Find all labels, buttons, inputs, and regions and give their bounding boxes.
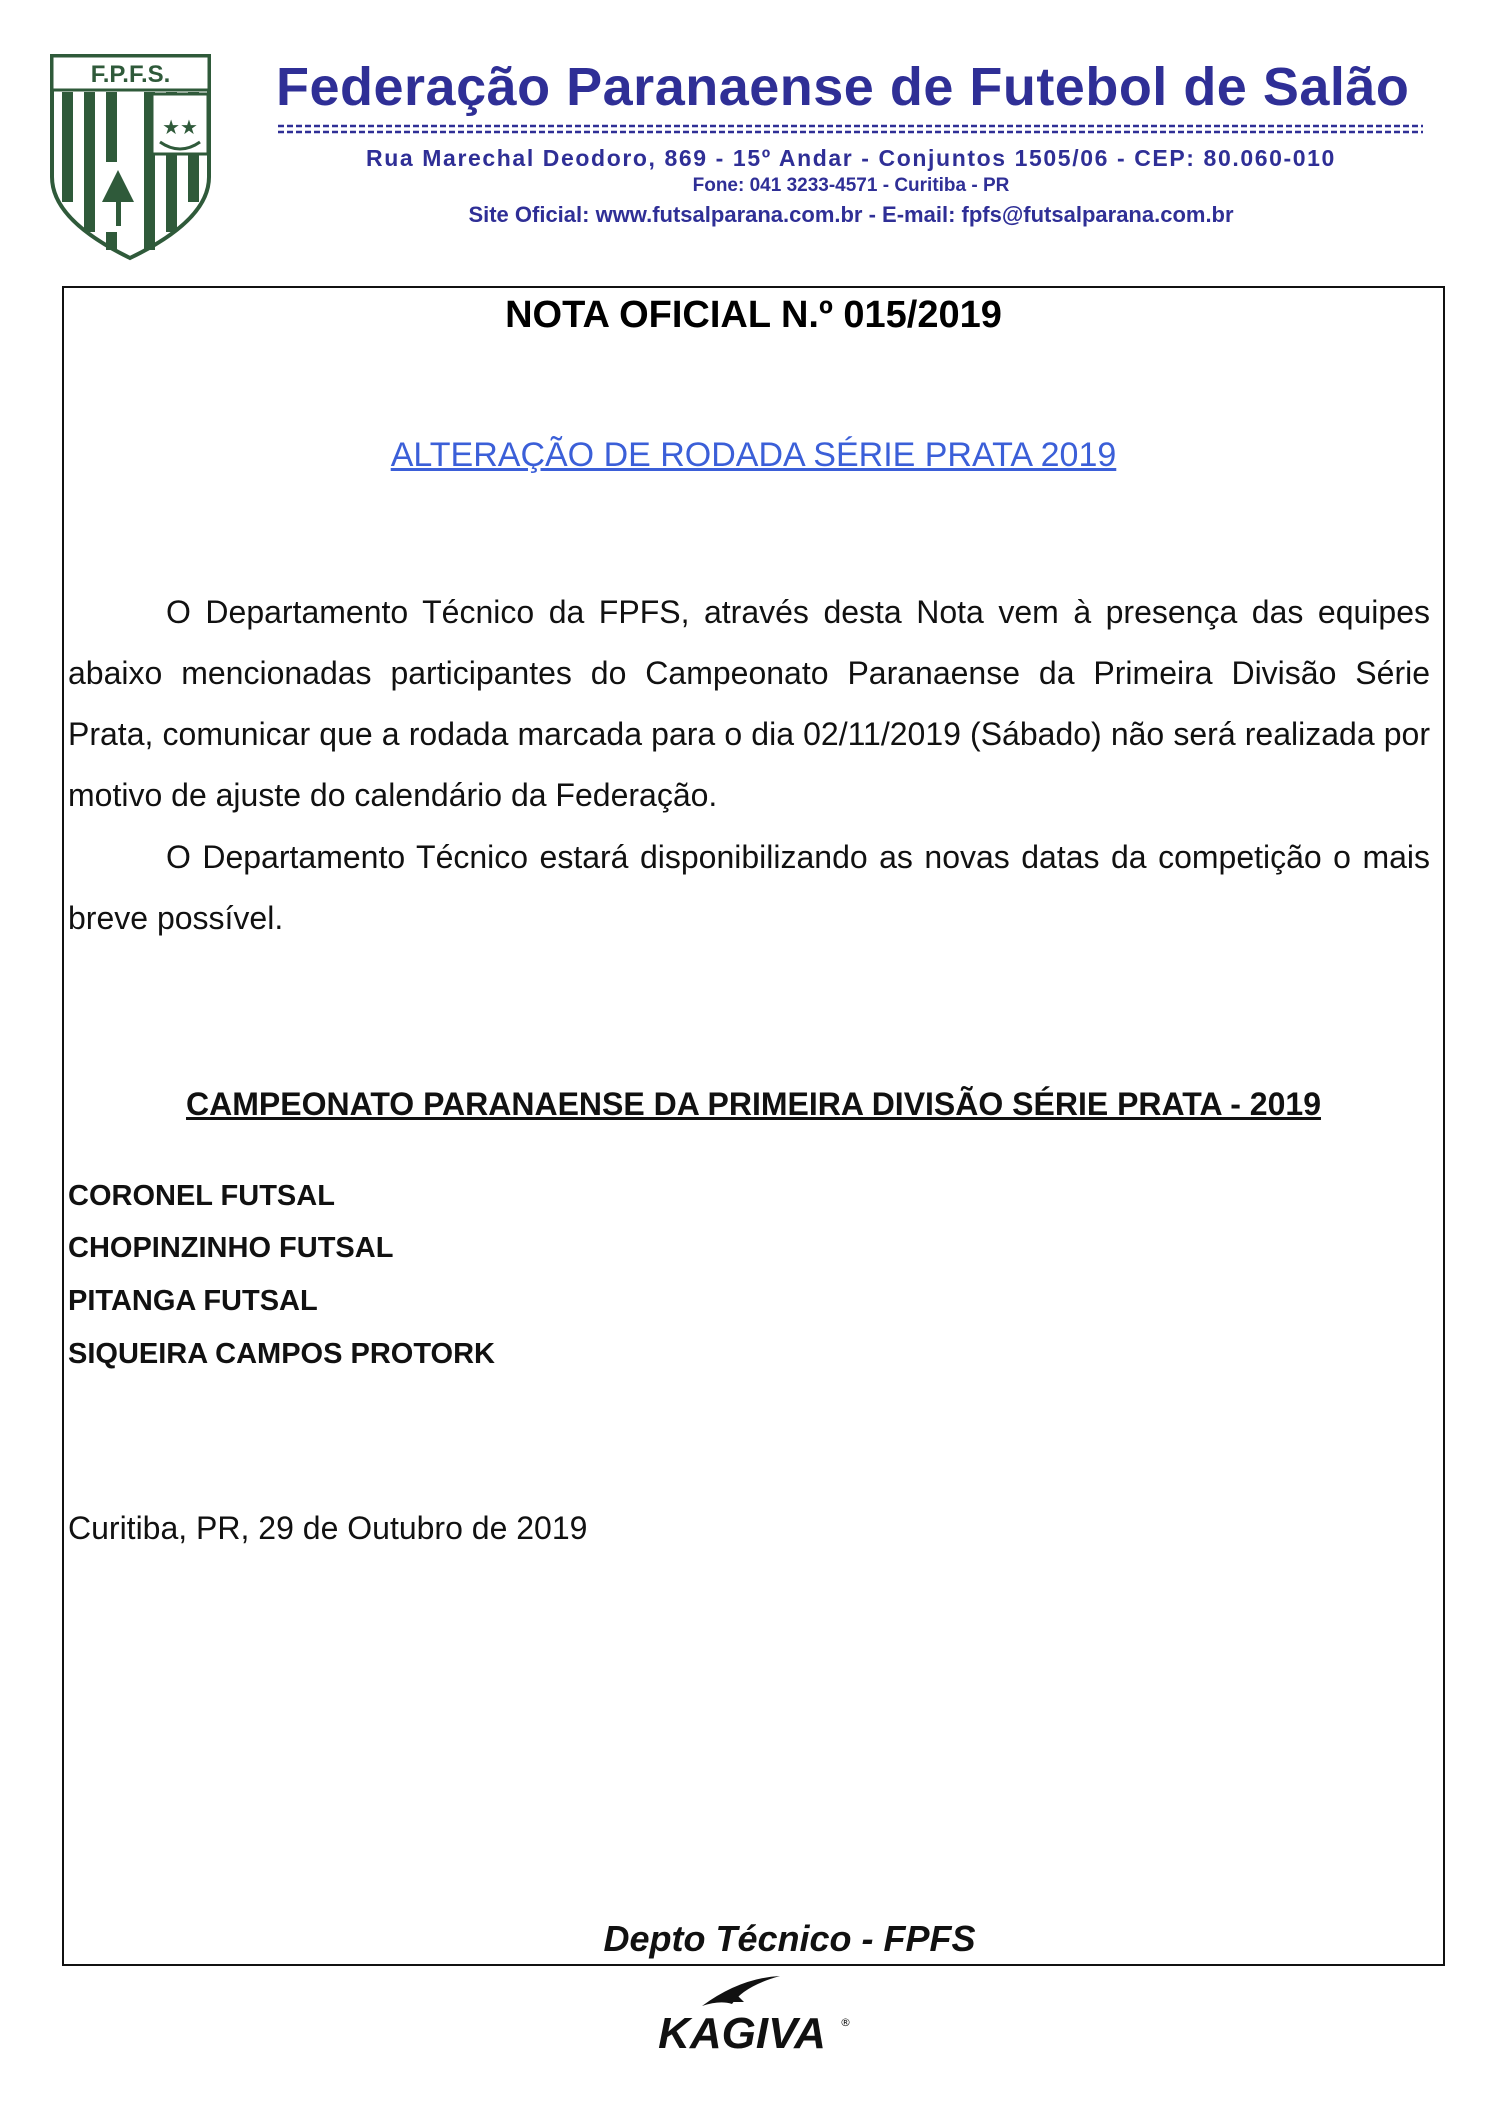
header-phone: Fone: 041 3233-4571 - Curitiba - PR: [692, 175, 1010, 196]
header-address: Rua Marechal Deodoro, 869 - 15º Andar - Conjuntos 1505/06 - CEP: 80.060-010: [366, 145, 1336, 171]
body-paragraph: O Departamento Técnico estará disponibilizando as novas datas da competição o mais breve possível.: [68, 839, 1430, 936]
organization-name: Federação Paranaense de Futebol de Salão: [276, 57, 1410, 117]
team-list-item: PITANGA FUTSAL: [68, 1285, 318, 1317]
kagiva-sponsor-logo: [632, 1972, 852, 2058]
signature: Depto Técnico - FPFS: [603, 1918, 976, 1959]
body-paragraph: O Departamento Técnico da FPFS, através desta Nota vem à presença das equipes abaixo mencionadas participantes do Campeonato Paranaense da Primeira Divisão Série Prata, comunicar que a rodada marcada para o dia 02/11/2019 (Sábado) não será realizada por motivo de ajuste do calendário da Federação.: [68, 594, 1430, 813]
svg-text:★★: ★★: [162, 115, 198, 139]
fpfs-crest-logo: [48, 52, 213, 262]
championship-title: CAMPEONATO PARANAENSE DA PRIMEIRA DIVISÃO SÉRIE PRATA - 2019: [186, 1086, 1321, 1122]
document-frame: [62, 286, 1445, 1966]
subject-link[interactable]: ALTERAÇÃO DE RODADA SÉRIE PRATA 2019: [390, 436, 1117, 474]
team-list-item: SIQUEIRA CAMPOS PROTORK: [68, 1338, 495, 1370]
header-site-email: Site Oficial: www.futsalparana.com.br - E-mail: fpfs@futsalparana.com.br: [468, 202, 1234, 227]
svg-text:F.P.F.S.: F.P.F.S.: [90, 61, 171, 88]
svg-text:®: ®: [840, 2016, 851, 2029]
place-and-date: Curitiba, PR, 29 de Outubro de 2019: [68, 1510, 588, 1546]
header-double-rule: [278, 124, 1423, 134]
svg-text:KAGIVA: KAGIVA: [658, 2009, 826, 2058]
nota-title: NOTA OFICIAL N.º 015/2019: [505, 294, 1002, 336]
team-list-item: CORONEL FUTSAL: [68, 1180, 335, 1212]
team-list-item: CHOPINZINHO FUTSAL: [68, 1232, 394, 1264]
